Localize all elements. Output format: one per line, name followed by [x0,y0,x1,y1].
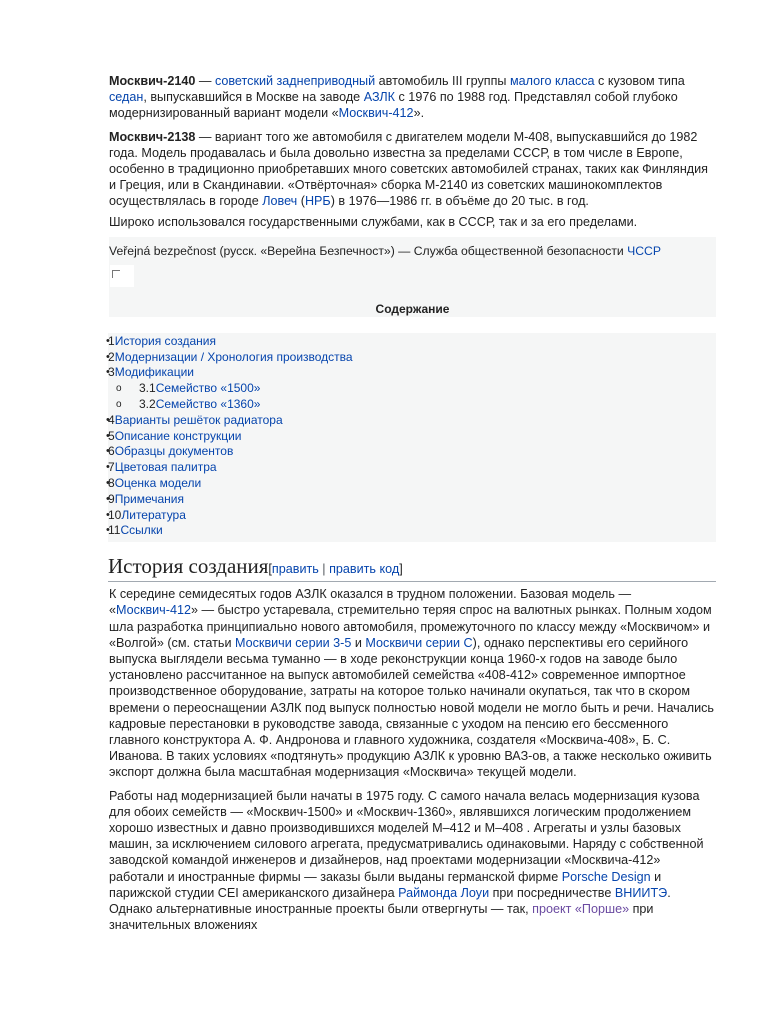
toc-item-number: 8 [108,476,115,490]
toc-item-link[interactable]: Примечания [114,491,184,506]
text-span: с кузовом типа [594,74,685,88]
intro-paragraph-1 [109,73,716,122]
edit-code-link[interactable]: править код [329,562,400,577]
toc-item-number: 5 [108,428,115,443]
toc-item-number: 1 [108,333,115,348]
toc-item-text [108,476,201,490]
text-span: ), однако перспективы его серийного выпуска выглядели весьма туманно — в ходе реконструкции конца 1960-х годов на заводе было установлено рассчитанное на выпуск автомобилей семейства «408-412» современное импортное производственное оборудование, затраты на которое только начинали окупаться, так что в скором времени о переоснащении АЗЛК под выпуск полностью новой модели не могло быть и речи. Начались кадровые перестановки в руководстве завода, связанные с уходом на пенсию его бессменного главного конструктора А. Ф. Андронова и главного художника, создателя «Москвича-408», Б. С. Иванова. В таких условиях «подтянуть» продукцию АЗЛК к уровню ВАЗ-ов, а также несколько оживить экспорт должна была масштабная модернизация «Москвича» текущей модели. [109,635,714,780]
text-span: и парижской студии CEI американского дизайнера [109,869,662,900]
text-span: — [195,74,215,88]
toc-item[interactable] [108,365,716,381]
link-series-3-5[interactable]: Москвичи серии 3-5 [235,635,352,650]
toc-item[interactable] [108,381,716,397]
toc-item[interactable] [108,523,716,539]
heading-text: История создания [108,554,269,579]
toc-item[interactable] [108,444,716,460]
text-span: , выпускавшийся в Москве на заводе [143,90,364,105]
link-cssr[interactable]: ЧССР [627,243,661,258]
note-box [109,237,716,317]
bracket: ] [399,562,403,577]
toc-item-text [108,444,233,458]
link-azlk[interactable]: АЗЛК [363,90,396,105]
toc-item[interactable] [108,460,716,476]
history-paragraph-1 [109,586,716,780]
toc-item[interactable] [108,397,716,413]
toc-item-link[interactable]: Оценка модели [114,476,202,490]
toc-title: Содержание [375,301,450,316]
text-span: ». [413,106,425,121]
article-subject: Москвич-2140 [109,74,196,88]
toc-item-text [108,523,163,537]
link-lovech[interactable]: Ловеч [262,194,298,209]
toc-item-link[interactable]: Ссылки [120,523,163,538]
toc-item-number: 2 [108,349,115,364]
toc-item-text [108,429,241,443]
toc-item-text [139,381,260,395]
note-text [109,243,716,259]
toc-item-text [108,460,217,474]
toc-item-text [108,413,283,427]
broken-image-icon [110,265,134,287]
link-rwd[interactable]: заднеприводный [276,74,376,88]
toc-item-text [108,350,353,364]
link-soviet[interactable]: советский [214,74,274,88]
intro-paragraph-3: Широко использовался государственными службами, как в СССР, так и за его пределами. [109,214,638,229]
toc-item-number: 4 [108,412,115,427]
text-span: ( [297,194,305,209]
toc-item-link[interactable]: Цветовая палитра [114,460,217,475]
bracket: [ [268,562,272,577]
text-span: Работы над модернизацией были начаты в 1975 году. С самого начала велась модернизация кузова для обоих семейств — «Москвич-1500» и «Москвич-1360», являвшихся логическим продолжением хорошо известных и давно производившихся моделей М–412 и М–408 . Агрегаты и узлы базовых машин, за исключением силового агрегата, предусматривались одинаковыми. Наряду с собственной заводской командой инженеров и дизайнеров, над проектами модернизации «Москвича-412» работали и иностранные фирмы — заказы были выданы германской фирме [109,788,704,884]
toc-item-text [108,334,216,348]
toc-item-link[interactable]: Литература [121,507,186,522]
text-span: и [351,635,366,650]
toc-item-number: 7 [108,460,115,475]
text-span: с 1976 по 1988 год. Представлял собой глубоко модернизированный вариант модели « [109,90,678,121]
text-span: автомобиль III группы [375,74,510,88]
toc-item-link[interactable]: Семейство «1360» [155,397,261,412]
text-span: К середине семидесятых годов АЗЛК оказался в трудном положении. Базовая модель — « [109,587,632,618]
toc-item-number: 11 [108,523,121,538]
edit-links [268,562,402,576]
link-vniite[interactable]: ВНИИТЭ [614,885,668,900]
link-series-c[interactable]: Москвичи серии С [365,635,473,650]
toc-item-text [139,397,260,411]
toc-item-number: 3 [108,365,115,380]
link-porsche-design[interactable]: Porsche Design [561,869,651,884]
link-small-class[interactable]: малого класса [509,74,595,88]
toc-item-number: 10 [108,507,122,522]
toc-item-link[interactable]: История создания [114,333,216,348]
toc-item[interactable] [108,413,716,429]
toc-item[interactable] [108,492,716,508]
text-span: ) в 1976—1986 гг. в объёме до 20 тыс. в год. [330,194,589,209]
text-span: Veřejná bezpečnost (русск. «Верейна Безпечност») — Служба общественной безопасности [109,243,628,258]
toc-item[interactable] [108,508,716,524]
separator: | [318,562,330,577]
link-raymond-loewy[interactable]: Раймонда Лоуи [398,885,490,900]
article-body [109,73,716,933]
toc-item-link[interactable]: Варианты решёток радиатора [114,412,283,427]
link-nrb[interactable]: НРБ [304,194,331,209]
toc-item[interactable] [108,476,716,492]
toc-item-number: 3.1 [139,381,156,396]
toc-item-number: 3.2 [139,397,156,412]
edit-link[interactable]: править [271,562,319,577]
text-span: при посредничестве [489,885,615,900]
link-porsche-project[interactable]: проект «Порше» [532,902,630,917]
toc-item-link[interactable]: Модернизации / Хронология производства [114,349,353,364]
text-span: » — быстро устаревала, стремительно теряя спрос на валютных рынках. Полным ходом шла разработка принципиально нового автомобиля, промежуточного по классу между «Москвичом» и «Волгой» (см. статьи [109,603,712,650]
toc-item-text [108,365,194,379]
link-sedan[interactable]: седан [109,90,144,105]
toc-item[interactable] [108,334,716,350]
toc-item-number: 6 [108,444,115,459]
toc-item-link[interactable]: Модификации [114,365,194,380]
toc-item-text [108,492,184,506]
link-moskvich-412[interactable]: Москвич-412 [116,603,191,618]
table-of-contents [108,333,716,542]
toc-item-link[interactable]: Образцы документов [114,444,234,459]
intro-paragraph-2 [109,129,716,210]
text-span: при значительных вложениях [109,902,654,933]
toc-item-link[interactable]: Описание конструкции [114,428,242,443]
text-span: . Однако альтернативные иностранные проекты были отвергнуты — так, [109,885,671,917]
variant-title: Москвич-2138 [109,129,196,144]
toc-item-text [108,508,186,522]
history-paragraph-2 [109,788,716,934]
toc-item[interactable] [108,429,716,445]
section-heading-history [108,554,716,582]
toc-list [108,334,716,539]
text-span: — вариант того же автомобиля с двигателем модели М-408, выпускавшийся до 1982 года. Модель продавалась и была довольно известна за пределами СССР, в том числе в Европе, особенно в традиционно приобретавших много советских автомобилей странах, таких как Финляндия и Греция, или в Скандинавии. «Отвёрточная» сборка М-2140 из советских машинокомплектов осуществлялась в городе [109,129,708,209]
toc-item[interactable] [108,350,716,366]
link-moskvich-412[interactable]: Москвич-412 [338,106,414,121]
toc-item-link[interactable]: Семейство «1500» [155,381,261,396]
toc-item-number: 9 [108,491,115,506]
